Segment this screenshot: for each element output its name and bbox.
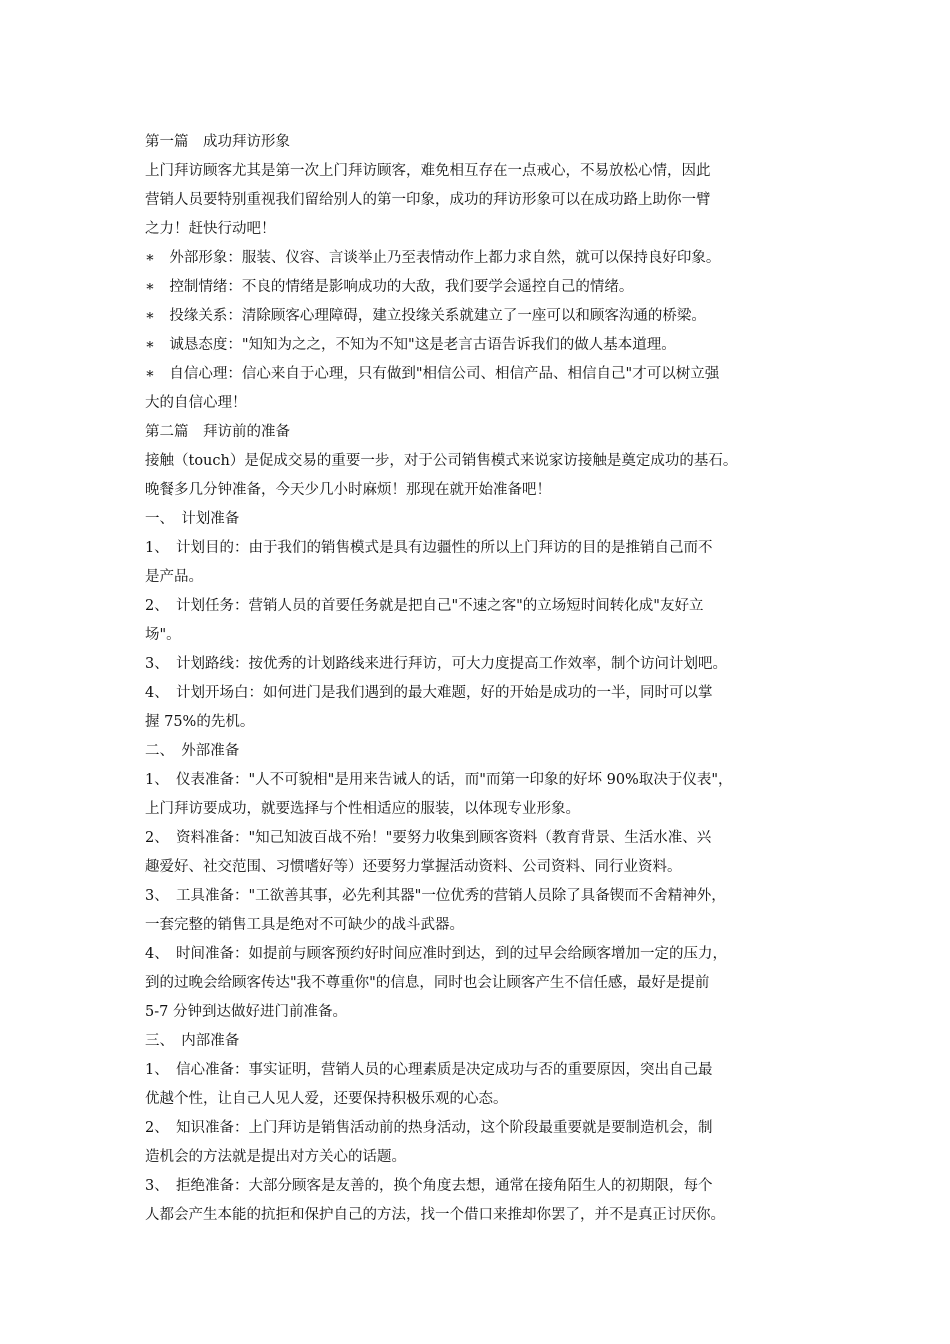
paragraph-line: 5-7 分钟到达做好进门前准备。 xyxy=(145,1004,347,1020)
subsection-heading: 一、 计划准备 xyxy=(145,511,240,527)
paragraph-line: 场"。 xyxy=(145,627,181,643)
paragraph-line: 趣爱好、社交范围、习惯嗜好等）还要努力掌握活动资料、公司资料、同行业资料。 xyxy=(145,859,682,875)
numbered-item: 1、 计划目的：由于我们的销售模式是具有边疆性的所以上门拜访的目的是推销自己而不 xyxy=(145,540,713,556)
subsection-heading: 三、 内部准备 xyxy=(145,1033,240,1049)
paragraph-line: 营销人员要特别重视我们留给别人的第一印象，成功的拜访形象可以在成功路上助你一臂 xyxy=(145,192,711,208)
numbered-item: 4、 时间准备：如提前与顾客预约好时间应准时到达，到的过早会给顾客增加一定的压力， xyxy=(145,946,727,962)
bullet-item: ∗ 控制情绪：不良的情绪是影响成功的大敌，我们要学会遥控自己的情绪。 xyxy=(145,279,634,295)
paragraph-line: 造机会的方法就是提出对方关心的话题。 xyxy=(145,1149,406,1165)
bullet-item: ∗ 自信心理：信心来自于心理，只有做到"相信公司、相信产品、相信自己"才可以树立强 xyxy=(145,366,720,382)
document-page xyxy=(145,128,825,1230)
section-heading-1: 第一篇 成功拜访形象 xyxy=(145,134,290,150)
paragraph-line: 上门拜访要成功，就要选择与个性相适应的服装，以体现专业形象。 xyxy=(145,801,580,817)
paragraph-line: 是产品。 xyxy=(145,569,203,585)
bullet-item: ∗ 投缘关系：清除顾客心理障碍，建立投缘关系就建立了一座可以和顾客沟通的桥梁。 xyxy=(145,308,706,324)
numbered-item: 2、 资料准备："知己知波百战不殆！"要努力收集到顾客资料（教育背景、生活水准、兴 xyxy=(145,830,712,846)
numbered-item: 3、 拒绝准备：大部分顾客是友善的，换个角度去想，通常在接角陌生人的初期限，每个 xyxy=(145,1178,713,1194)
paragraph-line: 一套完整的销售工具是绝对不可缺少的战斗武器。 xyxy=(145,917,464,933)
numbered-item: 2、 计划任务：营销人员的首要任务就是把自己"不速之客"的立场短时间转化成"友好立 xyxy=(145,598,704,614)
paragraph-line: 上门拜访顾客尤其是第一次上门拜访顾客，难免相互存在一点戒心，不易放松心情，因此 xyxy=(145,163,711,179)
paragraph-line: 大的自信心理！ xyxy=(145,395,247,411)
section-heading-2: 第二篇 拜访前的准备 xyxy=(145,424,290,440)
bullet-item: ∗ 外部形象：服装、仪容、言谈举止乃至表情动作上都力求自然，就可以保持良好印象。 xyxy=(145,250,721,266)
paragraph-line: 到的过晚会给顾客传达"我不尊重你"的信息，同时也会让顾客产生不信任感，最好是提前 xyxy=(145,975,710,991)
numbered-item: 1、 仪表准备："人不可貌相"是用来告诫人的话，而"而第一印象的好坏 90%取决于仪表"， xyxy=(145,772,733,788)
numbered-item: 1、 信心准备：事实证明，营销人员的心理素质是决定成功与否的重要原因，突出自己最 xyxy=(145,1062,713,1078)
paragraph-line: 之力！赶快行动吧！ xyxy=(145,221,276,237)
paragraph-line: 接触（touch）是促成交易的重要一步，对于公司销售模式来说家访接触是奠定成功的基石。 xyxy=(145,453,738,469)
subsection-heading: 二、 外部准备 xyxy=(145,743,240,759)
numbered-item: 4、 计划开场白：如何进门是我们遇到的最大难题，好的开始是成功的一半，同时可以掌 xyxy=(145,685,713,701)
paragraph-line: 人都会产生本能的抗拒和保护自己的方法，找一个借口来推却你罢了，并不是真正讨厌你。 xyxy=(145,1207,725,1223)
paragraph-line: 优越个性，让自己人见人爱，还要保持积极乐观的心态。 xyxy=(145,1091,508,1107)
paragraph-line: 晚餐多几分钟准备，今天少几小时麻烦！那现在就开始准备吧！ xyxy=(145,482,551,498)
numbered-item: 3、 计划路线：按优秀的计划路线来进行拜访，可大力度提高工作效率，制个访问计划吧。 xyxy=(145,656,727,672)
bullet-item: ∗ 诚恳态度："知知为之之，不知为不知"这是老言古语告诉我们的做人基本道理。 xyxy=(145,337,676,353)
paragraph-line: 握 75%的先机。 xyxy=(145,714,255,730)
numbered-item: 2、 知识准备：上门拜访是销售活动前的热身活动，这个阶段最重要就是要制造机会，制 xyxy=(145,1120,713,1136)
numbered-item: 3、 工具准备："工欲善其事，必先利其器"一位优秀的营销人员除了具备锲而不舍精神外， xyxy=(145,888,726,904)
